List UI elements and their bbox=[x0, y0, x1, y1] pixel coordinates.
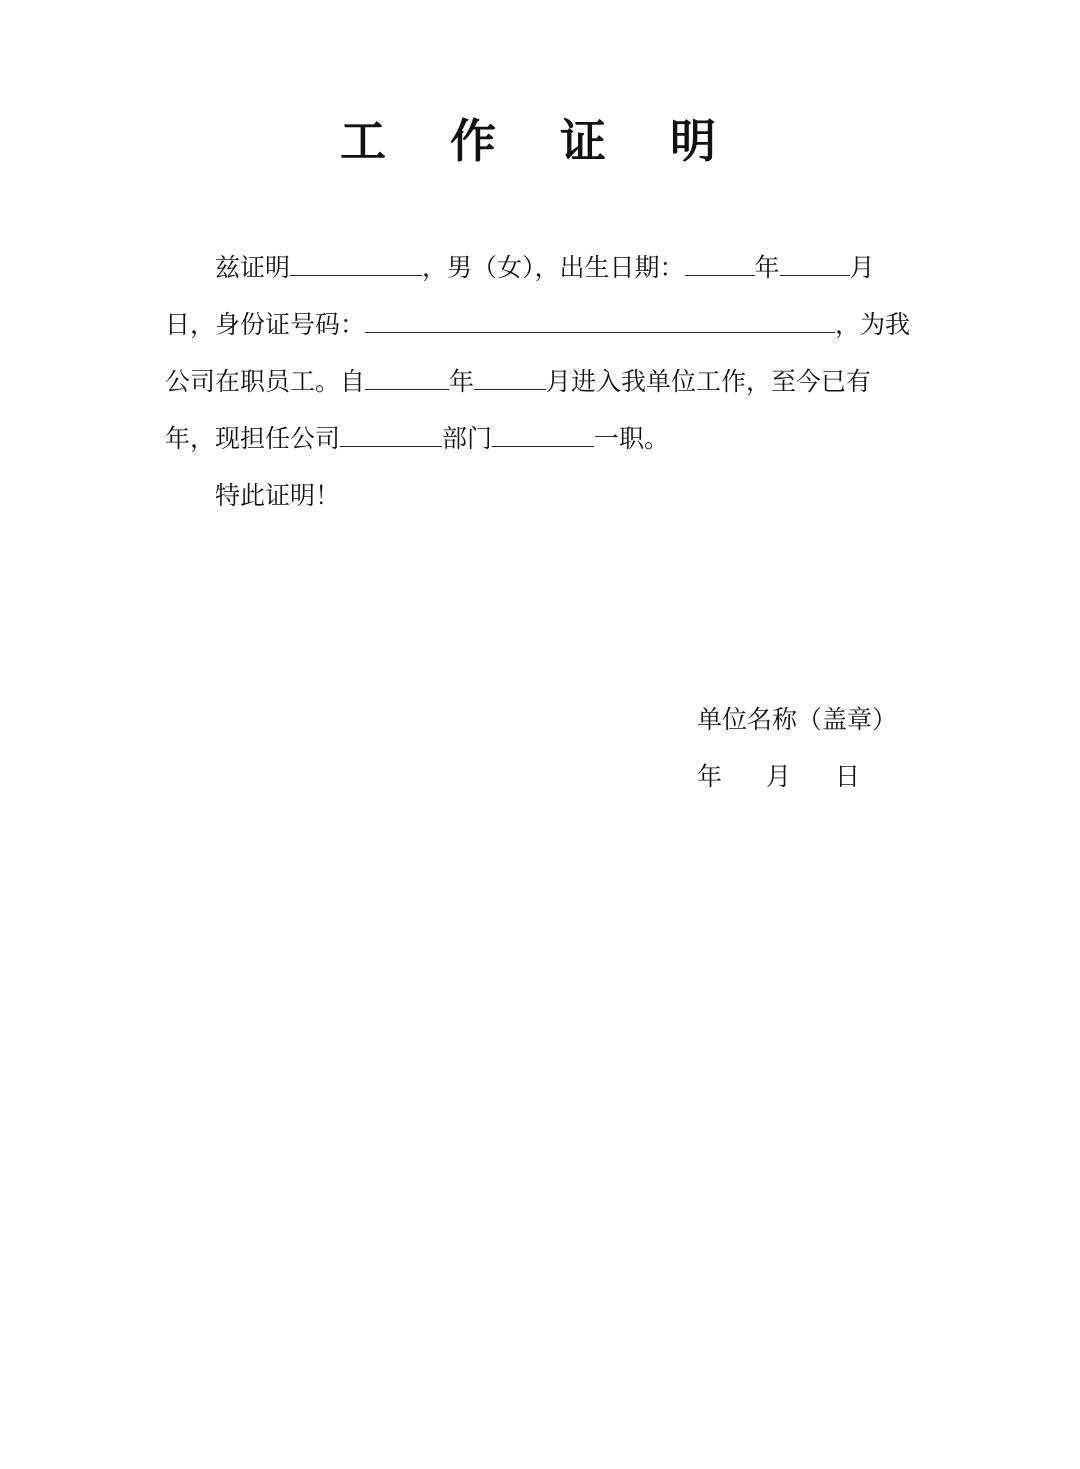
birth-year-blank bbox=[685, 249, 755, 276]
name-blank bbox=[290, 249, 422, 276]
text-month: 月 bbox=[849, 253, 875, 282]
start-year-blank bbox=[365, 363, 449, 390]
text-id-suffix: ，为我 bbox=[835, 310, 911, 339]
sig-month: 月 bbox=[766, 762, 792, 791]
document-title: 工 作 证 明 bbox=[339, 114, 741, 168]
signature-date bbox=[697, 757, 860, 797]
id-number-blank bbox=[365, 306, 835, 333]
sig-day: 日 bbox=[835, 762, 861, 791]
text-start-year: 年 bbox=[449, 367, 475, 396]
body-line-3 bbox=[165, 362, 917, 402]
text-id-prefix: 日，身份证号码： bbox=[165, 310, 366, 339]
closing-text: 特此证明！ bbox=[215, 481, 341, 510]
unit-name-stamp: 单位名称（盖章） bbox=[697, 705, 898, 734]
body-line-1 bbox=[215, 248, 917, 288]
body-line-2 bbox=[165, 305, 917, 345]
text-position-prefix: 年，现担任公司 bbox=[165, 424, 341, 453]
company-blank bbox=[340, 420, 442, 447]
sig-year: 年 bbox=[697, 762, 723, 791]
text-gender-birth: ，男（女），出生日期： bbox=[422, 253, 685, 282]
start-month-blank bbox=[474, 363, 546, 390]
text-year: 年 bbox=[754, 253, 780, 282]
text-certify-prefix: 兹证明 bbox=[215, 253, 291, 282]
department-blank bbox=[492, 420, 594, 447]
text-position-suffix: 一职。 bbox=[594, 424, 670, 453]
text-employee-suffix: 月进入我单位工作，至今已有 bbox=[546, 367, 872, 396]
body-line-4 bbox=[165, 419, 917, 459]
text-dept: 部门 bbox=[442, 424, 493, 453]
text-employee-prefix: 公司在职员工。自 bbox=[165, 367, 366, 396]
birth-month-blank bbox=[780, 249, 850, 276]
